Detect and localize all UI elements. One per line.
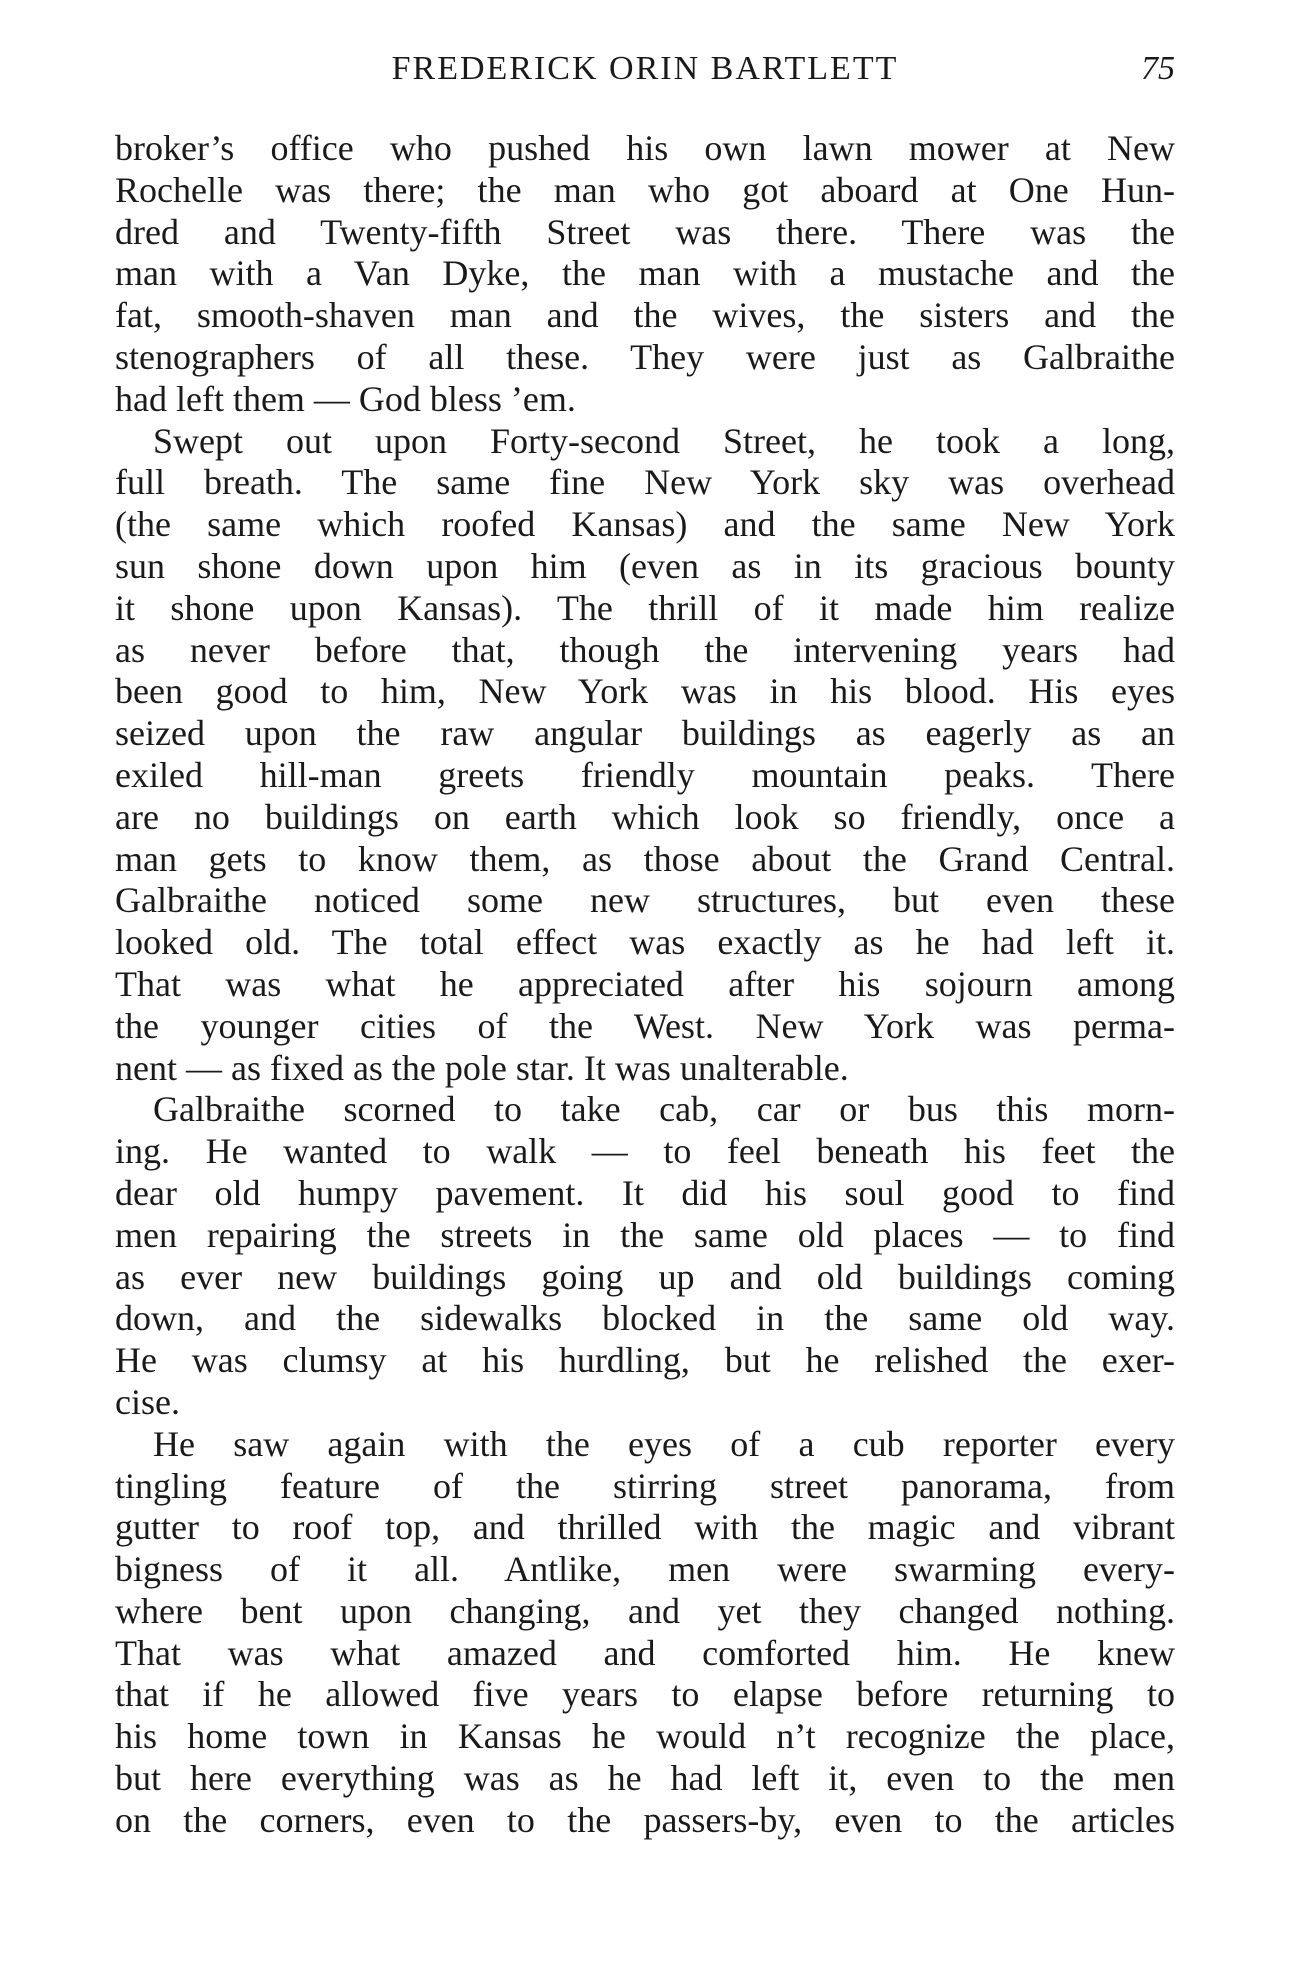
text-line: but here everything was as he had left it, even to the men — [115, 1758, 1175, 1799]
text-line: man with a Van Dyke, the man with a mustache and the — [115, 253, 1175, 294]
text-line: sun shone down upon him (even as in its gracious bounty — [115, 545, 1175, 586]
text-line: men repairing the streets in the same old places — to find — [115, 1214, 1175, 1255]
text-line: the younger cities of the West. New York was perma- — [115, 1005, 1175, 1046]
text-line: He was clumsy at his hurdling, but he relished the exer- — [115, 1340, 1175, 1381]
body-text — [115, 128, 1175, 1842]
page-number: 75 — [1141, 50, 1175, 87]
text-line: man gets to know them, as those about the Grand Central. — [115, 838, 1175, 879]
text-line: as never before that, though the intervening years had — [115, 629, 1175, 670]
text-line: Galbraithe scorned to take cab, car or bus this morn- — [153, 1089, 1175, 1130]
text-line: been good to him, New York was in his blood. His eyes — [115, 671, 1175, 712]
text-line: He saw again with the eyes of a cub reporter every — [153, 1423, 1175, 1464]
running-head-author: FREDERICK ORIN BARTLETT — [391, 50, 899, 87]
text-line: dred and Twenty-fifth Street was there. There was the — [115, 211, 1175, 252]
text-line: dear old humpy pavement. It did his soul good to find — [115, 1172, 1175, 1213]
text-line: on the corners, even to the passers-by, even to the articles — [115, 1799, 1175, 1840]
text-line: bigness of it all. Antlike, men were swarming every- — [115, 1549, 1175, 1590]
text-line: his home town in Kansas he would n’t recognize the place, — [115, 1716, 1175, 1757]
text-line: seized upon the raw angular buildings as eagerly as an — [115, 713, 1175, 754]
text-line: fat, smooth-shaven man and the wives, the sisters and the — [115, 295, 1175, 336]
text-line: That was what amazed and comforted him. He knew — [115, 1632, 1175, 1673]
text-line: gutter to roof top, and thrilled with the magic and vibrant — [115, 1507, 1175, 1548]
text-line: exiled hill-man greets friendly mountain peaks. There — [115, 754, 1175, 795]
text-line: (the same which roofed Kansas) and the same New York — [115, 504, 1175, 545]
text-line: ing. He wanted to walk — to feel beneath his feet the — [115, 1131, 1175, 1172]
text-line: That was what he appreciated after his sojourn among — [115, 963, 1175, 1004]
text-line: had left them — God bless ’em. — [115, 378, 576, 419]
text-line: stenographers of all these. They were just as Galbraithe — [115, 336, 1175, 377]
text-line: it shone upon Kansas). The thrill of it made him realize — [115, 587, 1175, 628]
text-line: looked old. The total effect was exactly as he had left it. — [115, 922, 1175, 963]
text-line: full breath. The same fine New York sky was overhead — [115, 462, 1175, 503]
text-line: Rochelle was there; the man who got aboard at One Hun- — [115, 169, 1175, 210]
text-line: that if he allowed five years to elapse before returning to — [115, 1674, 1175, 1715]
text-line: nent — as fixed as the pole star. It was unalterable. — [115, 1047, 849, 1088]
text-line: down, and the sidewalks blocked in the same old way. — [115, 1298, 1175, 1339]
text-line: broker’s office who pushed his own lawn mower at New — [115, 128, 1175, 168]
running-head — [115, 44, 1175, 94]
text-line: Galbraithe noticed some new structures, but even these — [115, 880, 1175, 921]
text-line: tingling feature of the stirring street panorama, from — [115, 1465, 1175, 1506]
text-line: cise. — [115, 1381, 180, 1422]
text-line: are no buildings on earth which look so friendly, once a — [115, 796, 1175, 837]
text-line: Swept out upon Forty-second Street, he took a long, — [153, 420, 1175, 461]
text-line: where bent upon changing, and yet they changed nothing. — [115, 1590, 1175, 1631]
text-line: as ever new buildings going up and old buildings coming — [115, 1256, 1175, 1297]
